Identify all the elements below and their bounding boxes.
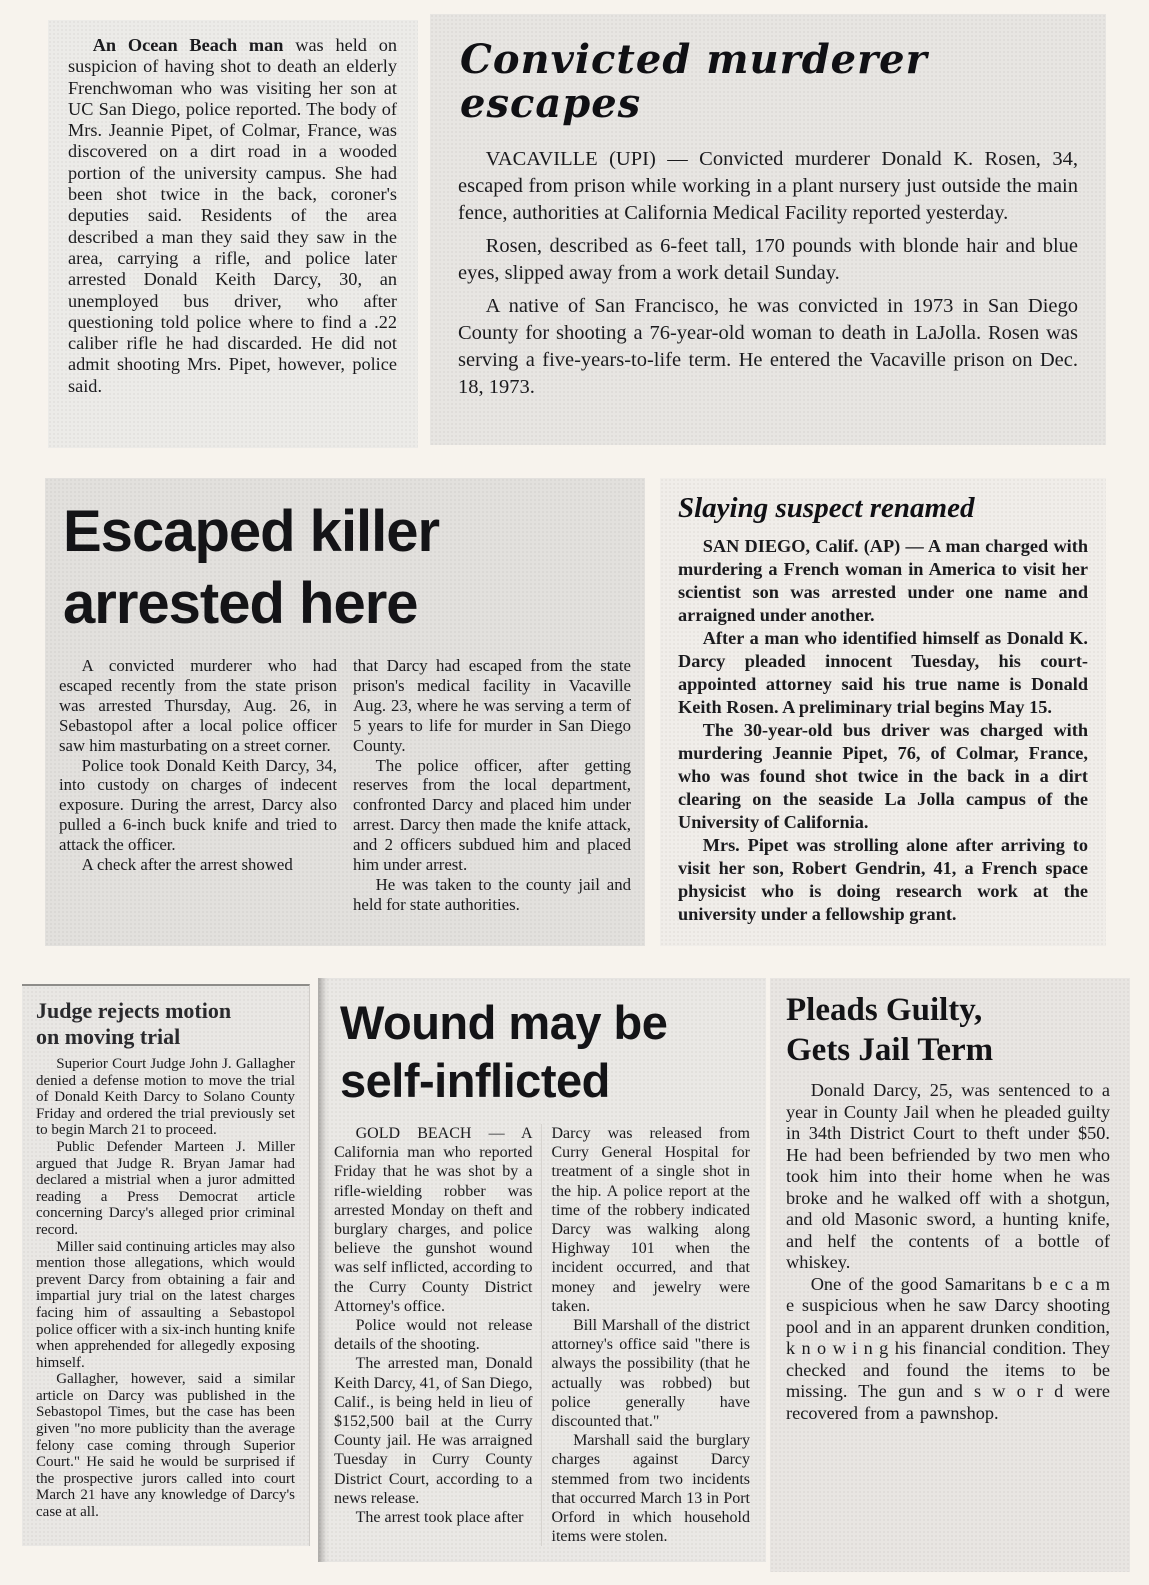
article-column-left	[59, 656, 337, 915]
article-paragraph: Rosen, described as 6-feet tall, 170 pounds with blonde hair and blue eyes, slipped away from a work detail Sunday.	[458, 235, 1078, 284]
article-paragraph: Miller said continuing articles may also mention those allegations, which would prevent Darcy from obtaining a fair and impartial jury trial on the latest charges facing him of assaulting a Sebastopol police officer with a six-inch hunting knife when apprehended for allegedly exposing himself.	[36, 1238, 295, 1371]
article-paragraph: He was taken to the county jail and held for state authorities.	[353, 874, 631, 914]
article-paragraph: Marshall said the burglary charges against Darcy stemmed from two incidents that occurred March 13 in Port Orford in which household items were stolen.	[551, 1432, 750, 1546]
headline-line-1: Pleads Guilty,	[786, 992, 983, 1028]
bold-lead-text: An Ocean Beach man	[92, 35, 284, 55]
article-column-right	[541, 1124, 751, 1546]
headline-line-1: Wound may be	[340, 996, 668, 1049]
headline-line-2: arrested here	[63, 571, 418, 636]
article-paragraph: GOLD BEACH — A California man who reported Friday that he was shot by a rifle-wielding robber was arrested Monday on theft and burglary charges, and police believe the gunshot wound was self inflicted, according to the Curry County District Attorney's office.	[334, 1125, 533, 1315]
headline-wound	[340, 994, 750, 1110]
headline-line-1: Judge rejects motion	[36, 998, 232, 1023]
clipping-convicted-murderer-escapes	[430, 14, 1106, 445]
article-paragraph	[68, 35, 397, 397]
article-paragraph: Donald Darcy, 25, was sentenced to a year in County Jail when he pleaded guilty in 34th District Court to theft under $50. He had been befriended by two men who took him into their home when he was broke and he walked off with a shotgun, and old Masonic sword, a hunting knife, and helf the contents of a bottle of whiskey.	[786, 1080, 1110, 1272]
headline-line-1: Escaped killer	[63, 499, 440, 564]
article-column-left	[334, 1124, 533, 1546]
article-paragraph: that Darcy had escaped from the state prison's medical facility in Vacaville Aug. 23, where he was serving a term of 5 years to life for murder in San Diego County.	[353, 656, 631, 755]
headline-escaped-killer	[63, 496, 631, 640]
article-paragraph: Gallagher, however, said a similar article on Darcy was published in the Sebastopol Times, but the case has been given "no more publicity than the average felony case coming through Superior Court." He said he would be surprised if the prospective jurors called into court March 21 have any knowledge of Darcy's case at all.	[36, 1371, 295, 1521]
article-columns	[59, 656, 631, 915]
article-paragraph: The police officer, after getting reserves from the local department, confronted Darcy and placed him under arrest. Darcy then made the knife attack, and 2 officers subdued him and placed him under arrest.	[353, 755, 631, 875]
article-paragraph: Superior Court Judge John J. Gallagher denied a defense motion to move the trial of Donald Keith Darcy to Solano County Friday and ordered the trial previously set to begin March 21 to proceed.	[36, 1056, 295, 1139]
article-paragraph: A convicted murderer who had escaped recently from the state prison was arrested Thursday, Aug. 26, in Sebastopol after a local police officer saw him masturbating on a street corner.	[59, 656, 337, 755]
article-paragraph: Mrs. Pipet was strolling alone after arriving to visit her son, Robert Gendrin, 41, a French space physicist who is doing research work at the university under a fellowship grant.	[678, 835, 1088, 925]
article-paragraph: The arrested man, Donald Keith Darcy, 41, of San Diego, Calif., is being held in lieu of $152,500 bail at the Curry County jail. He was arraigned Tuesday in Curry County District Court, according to a news release.	[334, 1355, 533, 1507]
article-paragraph: SAN DIEGO, Calif. (AP) — A man charged with murdering a French woman in America to visit her scientist son was arrested under one name and arraigned under another.	[678, 536, 1088, 626]
clipping-escaped-killer-arrested	[45, 478, 645, 946]
article-paragraph: Police took Donald Keith Darcy, 34, into custody on charges of indecent exposure. During the arrest, Darcy also pulled a 6-inch buck knife and tried to attack the officer.	[59, 755, 337, 855]
article-paragraph: One of the good Samaritans b e c a m e suspicious when he saw Darcy shooting pool and in an apparent drunken condition, k n o w i n g his financial condition. They checked and found the items to be missing. The gun and s w o r d were recovered from a pawnshop.	[786, 1273, 1110, 1423]
clipping-ocean-beach	[48, 20, 418, 448]
article-paragraph: Darcy was released from Curry General Hospital for treatment of a single shot in the hip. A police report at the time of the robbery indicated Darcy was walking along Highway 101 when the incident occurred, and that money and jewelry were taken.	[551, 1125, 750, 1315]
headline-line-2: Gets Jail Term	[786, 1032, 994, 1068]
clipping-pleads-guilty	[770, 978, 1130, 1572]
clipping-judge-rejects-motion	[22, 984, 310, 1546]
article-paragraph: VACAVILLE (UPI) — Convicted murderer Donald K. Rosen, 34, escaped from prison while working in a plant nursery just outside the main fence, authorities at California Medical Facility reported yesterday.	[458, 148, 1078, 224]
article-paragraph: The 30-year-old bus driver was charged with murdering Jeannie Pipet, 76, of Colmar, France, who was found shot twice in the back in a dirt clearing on the seaside La Jolla campus of the University of California.	[678, 720, 1088, 833]
headline-line-2: self-inflicted	[340, 1054, 610, 1107]
headline-pleads-guilty	[786, 990, 1110, 1070]
article-paragraph: Police would not release details of the shooting.	[334, 1317, 533, 1354]
article-paragraph: Public Defender Marteen J. Miller argued that Judge R. Bryan Jamar had declared a mistrial when a juror admitted reading a Press Democrat article concerning Darcy's alleged prior criminal record.	[36, 1138, 295, 1238]
headline-convicted-murderer-escapes: Convicted murderer escapes	[460, 36, 928, 127]
clipping-wound-self-inflicted	[318, 978, 766, 1562]
article-paragraph: A check after the arrest showed	[81, 855, 293, 875]
article-paragraph: The arrest took place after	[355, 1509, 524, 1527]
article-paragraph: After a man who identified himself as Donald K. Darcy pleaded innocent Tuesday, his court-appointed attorney said his true name is Donald Keith Rosen. A preliminary trial begins May 15.	[678, 628, 1088, 718]
article-column-right	[353, 656, 631, 915]
headline-slaying-suspect: Slaying suspect renamed	[678, 492, 975, 524]
clipping-slaying-suspect-renamed	[660, 478, 1106, 946]
article-paragraph: A native of San Francisco, he was convicted in 1973 in San Diego County for shooting a 76-year-old woman to death in LaJolla. Rosen was serving a five-years-to-life term. He entered the Vacaville prison on Dec. 18, 1973.	[458, 295, 1078, 398]
article-columns	[334, 1124, 750, 1546]
article-paragraph: Bill Marshall of the district attorney's office said "there is always the possibility (that he actually was robbed) but police generally have discounted that."	[551, 1317, 750, 1431]
headline-line-2: on moving trial	[36, 1024, 181, 1049]
paragraph-text: was held on suspicion of having shot to death an elderly Frenchwoman who was visiting her son at UC San Diego, police reported. The body of Mrs. Jeannie Pipet, of Colmar, France, was discovered on a dirt road in a wooded portion of the university campus. She had been shot twice in the back, coroner's deputies said. Residents of the area described a man they said they saw in the area, carrying a rifle, and police later arrested Donald Keith Darcy, 30, an unemployed bus driver, who after questioning told police where to find a .22 caliber rifle he had discarded. He did not admit shooting Mrs. Pipet, however, police said.	[68, 35, 397, 396]
headline-judge-rejects	[36, 998, 295, 1050]
